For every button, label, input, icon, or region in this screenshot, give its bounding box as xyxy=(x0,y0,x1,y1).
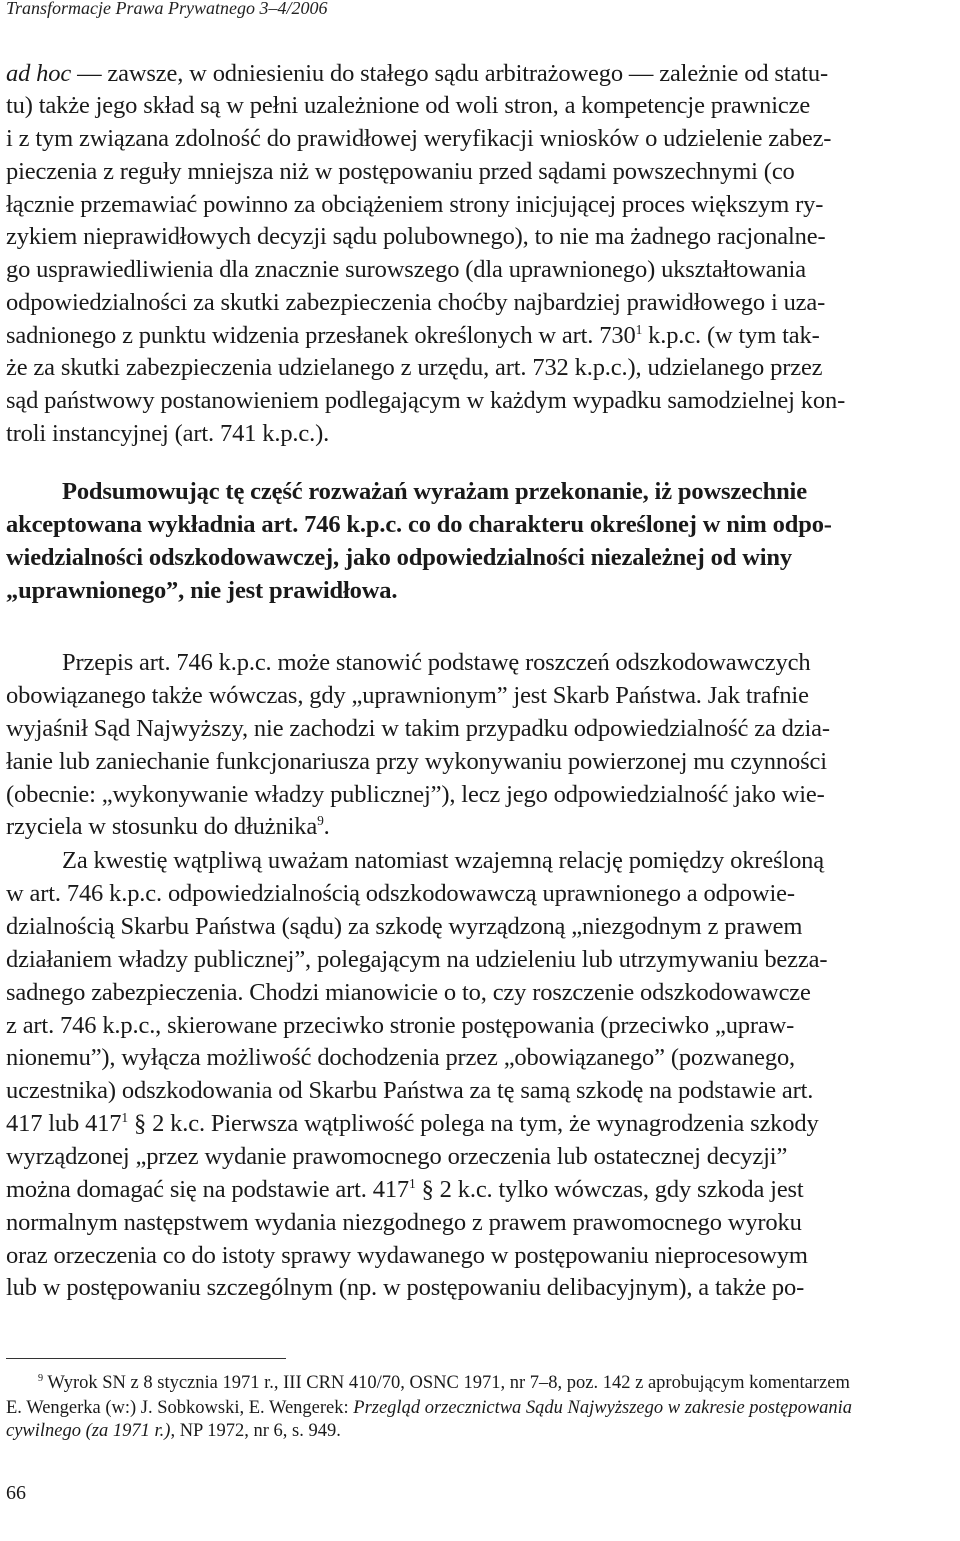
text-line: (obecnie: „wykonywanie władzy publicznej”), lecz jego odpowiedzialność jako wie- xyxy=(6,781,825,808)
text-line: że za skutki zabezpieczenia udzielanego z urzędu, art. 732 k.p.c.), udzielanego przez xyxy=(6,354,823,381)
text-span: E. Wengerka (w:) J. Sobkowski, E. Wengerek: xyxy=(6,1398,354,1418)
text-line: lub w postępowaniu szczególnym (np. w postępowaniu delibacyjnym), a także po- xyxy=(6,1274,805,1301)
text-line: łanie lub zaniechanie funkcjonariusza przy wykonywaniu powierzonej mu czynności xyxy=(6,748,827,775)
text-line: normalnym następstwem wydania niezgodnego z prawem prawomocnego wyroku xyxy=(6,1209,802,1236)
page-number: 66 xyxy=(6,1482,26,1504)
bold-thesis-line: akceptowana wykładnia art. 746 k.p.c. co do charakteru określonej w nim odpo- xyxy=(6,511,832,538)
text-span: k.p.c. (w tym tak- xyxy=(642,322,820,349)
text-line: obowiązanego także wówczas, gdy „uprawnionym” jest Skarb Państwa. Jak trafnie xyxy=(6,682,809,709)
text-line: zykiem nieprawidłowych decyzji sądu polubownego), to nie ma żadnego racjonalne- xyxy=(6,223,826,250)
footnote-reference[interactable]: 9 xyxy=(317,812,324,828)
footnote-line xyxy=(6,1397,852,1419)
text-line xyxy=(6,1109,819,1139)
text-span: , NP 1972, nr 6, s. 949. xyxy=(170,1421,341,1441)
text-line: Za kwestię wątpliwą uważam natomiast wzajemną relację pomiędzy określoną xyxy=(62,847,825,874)
footnote-line xyxy=(6,1420,341,1442)
text-line: sadnego zabezpieczenia. Chodzi mianowicie o to, czy roszczenie odszkodowawcze xyxy=(6,979,811,1006)
bold-thesis-line: Podsumowując tę część rozważań wyrażam przekonanie, iż powszechnie xyxy=(62,478,807,505)
text-line: oraz orzeczenia co do istoty sprawy wydawanego w postępowaniu nieprocesowym xyxy=(6,1242,808,1269)
text-line xyxy=(6,812,330,842)
text-line: sąd państwowy postanowieniem podlegającym w każdym wypadku samodzielnej kon- xyxy=(6,387,846,414)
italic-title: cywilnego (za 1971 r.) xyxy=(6,1421,171,1441)
text-span: sadnionego z punktu widzenia przesłanek określonych w art. 730 xyxy=(6,322,636,349)
text-line: go usprawiedliwienia dla znacznie surowszego (dla uprawnionego) ukształtowania xyxy=(6,256,806,283)
text-line: odpowiedzialności za skutki zabezpieczenia choćby najbardziej prawidłowego i uza- xyxy=(6,289,826,316)
text-span: 417 lub 417 xyxy=(6,1110,122,1137)
text-line: z art. 746 k.p.c., skierowane przeciwko stronie postępowania (przeciwko „upraw- xyxy=(6,1012,795,1039)
text-line xyxy=(6,1175,804,1205)
text-line: dzialnością Skarbu Państwa (sądu) za szkodę wyrządzoną „niezgodnym z prawem xyxy=(6,913,803,940)
text-span: rzyciela w stosunku do dłużnika xyxy=(6,813,318,840)
running-header: Transformacje Prawa Prywatnego 3–4/2006 xyxy=(6,0,328,18)
text-line: wyjaśnił Sąd Najwyższy, nie zachodzi w takim przypadku odpowiedzialność za dzia- xyxy=(6,715,830,742)
text-span: . xyxy=(323,813,330,840)
text-span: można domagać się na podstawie art. 417 xyxy=(6,1176,410,1203)
text-line: troli instancyjnej (art. 741 k.p.c.). xyxy=(6,420,330,447)
text-span: — zawsze, w odniesieniu do stałego sądu arbitrażowego — zależnie od statu- xyxy=(71,60,828,87)
superscript: 1 xyxy=(121,1109,129,1125)
text-span: Wyrok SN z 8 stycznia 1971 r., III CRN 410/70, OSNC 1971, nr 7–8, poz. 142 z aprobującym komentarzem xyxy=(43,1373,850,1393)
text-span: § 2 k.c. tylko wówczas, gdy szkoda jest xyxy=(415,1176,804,1203)
superscript: 1 xyxy=(409,1175,416,1191)
footnote-separator xyxy=(6,1358,286,1359)
italic-title: Przegląd orzecznictwa Sądu Najwyższego w zakresie postępowania xyxy=(353,1398,853,1418)
text-line: Przepis art. 746 k.p.c. może stanowić podstawę roszczeń odszkodowawczych xyxy=(62,649,811,676)
text-line: łącznie przemawiać powinno za obciążeniem strony inicjującej proces większym ry- xyxy=(6,191,824,218)
italic-phrase: ad hoc xyxy=(6,60,72,87)
text-line: w art. 746 k.p.c. odpowiedzialnością odszkodowawczą uprawnionego a odpowie- xyxy=(6,880,795,907)
footnote-line xyxy=(38,1372,850,1394)
text-line: pieczenia z reguły mniejsza niż w postępowaniu przed sądami powszechnymi (co xyxy=(6,158,795,185)
text-line: wyrządzonej „przez wydanie prawomocnego orzeczenia lub ostatecznej decyzji” xyxy=(6,1143,788,1170)
text-line: działaniem władzy publicznej”, polegającym na udzieleniu lub utrzymywaniu bezza- xyxy=(6,946,828,973)
text-span: § 2 k.c. Pierwsza wątpliwość polega na tym, że wynagrodzenia szkody xyxy=(128,1110,819,1137)
text-line xyxy=(6,59,828,89)
bold-thesis-line: wiedzialności odszkodowawczej, jako odpowiedzialności niezależnej od winy xyxy=(6,544,792,571)
bold-thesis-line: „uprawnionego”, nie jest prawidłowa. xyxy=(6,577,398,604)
text-line: nionemu”), wyłącza możliwość dochodzenia przez „obowiązanego” (pozwanego, xyxy=(6,1044,796,1071)
superscript: 1 xyxy=(635,321,643,337)
text-line: tu) także jego skład są w pełni uzależnione od woli stron, a kompetencje prawnicze xyxy=(6,92,811,119)
footnote-number: 9 xyxy=(38,1372,44,1384)
text-line: i z tym związana zdolność do prawidłowej weryfikacji wniosków o udzielenie zabez- xyxy=(6,125,832,152)
text-line: uczestnika) odszkodowania od Skarbu Państwa za tę samą szkodę na podstawie art. xyxy=(6,1077,814,1104)
text-line xyxy=(6,321,820,351)
